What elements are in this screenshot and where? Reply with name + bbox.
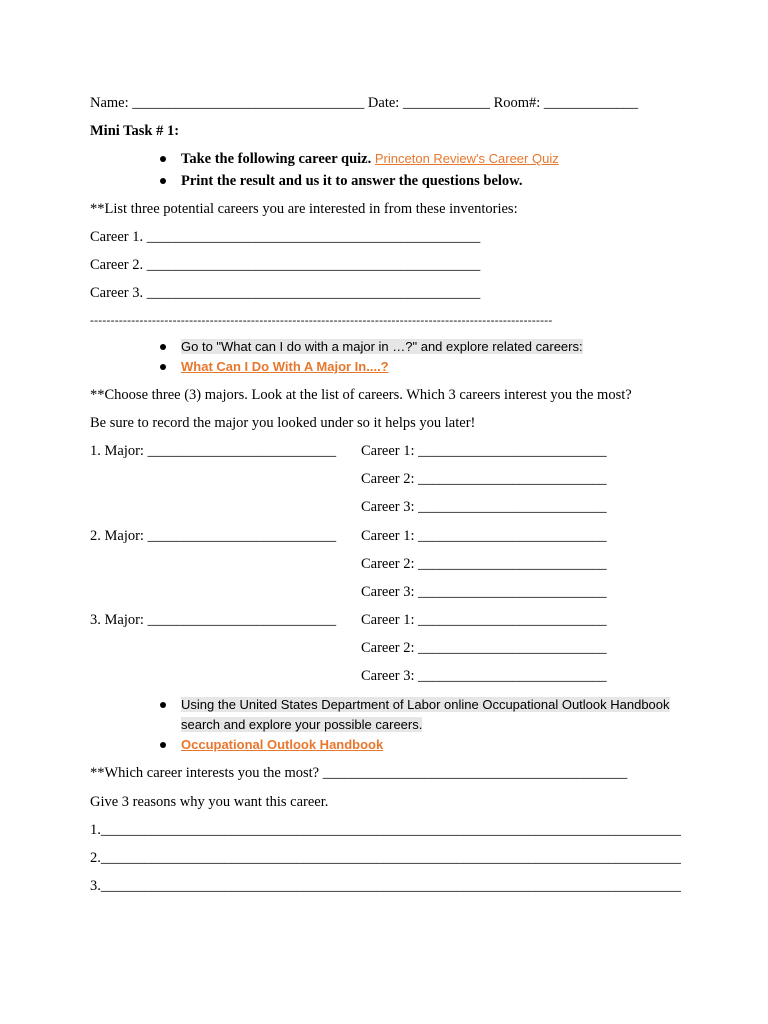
major-bullet-2 xyxy=(181,358,389,376)
reason-line-1[interactable]: 1.________________________________________________________________________________ xyxy=(90,822,681,838)
ooh-bullet-line-2 xyxy=(181,716,422,734)
mini-task-bullet-2: Print the result and us it to answer the questions below. xyxy=(181,173,523,189)
quiz-instruction: Take the following career quiz. xyxy=(181,151,375,167)
ooh-instruction-1: Using the United States Department of Labor online Occupational Outlook Handbook xyxy=(181,697,670,712)
major-line-2[interactable]: 2. Major: __________________________ xyxy=(90,528,337,544)
career-line-3[interactable]: Career 3. ______________________________________________ xyxy=(90,285,481,301)
major2-career-1[interactable]: Career 1: __________________________ xyxy=(361,528,607,544)
major-line-1[interactable]: 1. Major: __________________________ xyxy=(90,443,337,459)
bullet-icon xyxy=(160,156,166,162)
major1-career-3[interactable]: Career 3: __________________________ xyxy=(361,499,607,515)
reason-line-2[interactable]: 2.________________________________________________________________________________ xyxy=(90,850,681,866)
bullet-icon xyxy=(160,742,166,748)
major3-career-3[interactable]: Career 3: __________________________ xyxy=(361,668,607,684)
ooh-bullet-2 xyxy=(181,736,383,754)
major3-career-1[interactable]: Career 1: __________________________ xyxy=(361,612,607,628)
major-line-3[interactable]: 3. Major: __________________________ xyxy=(90,612,337,628)
bullet-icon xyxy=(160,344,166,350)
bullet-icon xyxy=(160,178,166,184)
princeton-quiz-link[interactable]: Princeton Review's Career Quiz xyxy=(374,151,559,166)
major2-career-3[interactable]: Career 3: __________________________ xyxy=(361,584,607,600)
major3-career-2[interactable]: Career 2: __________________________ xyxy=(361,640,607,656)
date-label: Date: xyxy=(367,95,400,111)
career-line-1[interactable]: Career 1. ______________________________________________ xyxy=(90,229,481,245)
majors-prompt: **Choose three (3) majors. Look at the list of careers. Which 3 careers interest you the most? xyxy=(90,387,632,403)
inventory-prompt: **List three potential careers you are interested in from these inventories: xyxy=(90,201,518,217)
room-field[interactable]: _____________ xyxy=(543,95,639,111)
date-field[interactable]: ____________ xyxy=(402,95,490,111)
section-divider: ---------------------------------------------------------------------------------------------------------------- xyxy=(90,315,553,327)
name-field[interactable]: ________________________________ xyxy=(132,95,365,111)
favorite-career-question[interactable]: **Which career interests you the most? __________________________________________ xyxy=(90,765,628,781)
career-line-2[interactable]: Career 2. ______________________________________________ xyxy=(90,257,481,273)
mini-task-heading: Mini Task # 1: xyxy=(90,123,180,139)
mini-task-bullet-1 xyxy=(181,150,559,168)
bullet-icon xyxy=(160,702,166,708)
name-label: Name: xyxy=(90,95,129,111)
major-instruction: Go to "What can I do with a major in …?" and explore related careers: xyxy=(181,339,583,354)
reason-line-3[interactable]: 3.________________________________________________________________________________ xyxy=(90,878,681,894)
majors-note: Be sure to record the major you looked under so it helps you later! xyxy=(90,415,476,431)
major-link[interactable]: What Can I Do With A Major In....? xyxy=(181,359,389,374)
major-bullet-1 xyxy=(181,338,583,356)
major2-career-2[interactable]: Career 2: __________________________ xyxy=(361,556,607,572)
bullet-icon xyxy=(160,364,166,370)
reasons-prompt: Give 3 reasons why you want this career. xyxy=(90,794,329,810)
room-label: Room#: xyxy=(493,95,541,111)
ooh-instruction-2: search and explore your possible careers. xyxy=(181,717,423,732)
major1-career-2[interactable]: Career 2: __________________________ xyxy=(361,471,607,487)
ooh-link[interactable]: Occupational Outlook Handbook xyxy=(181,737,384,752)
ooh-bullet-line-1 xyxy=(181,696,670,714)
header-line xyxy=(90,94,638,112)
major1-career-1[interactable]: Career 1: __________________________ xyxy=(361,443,607,459)
